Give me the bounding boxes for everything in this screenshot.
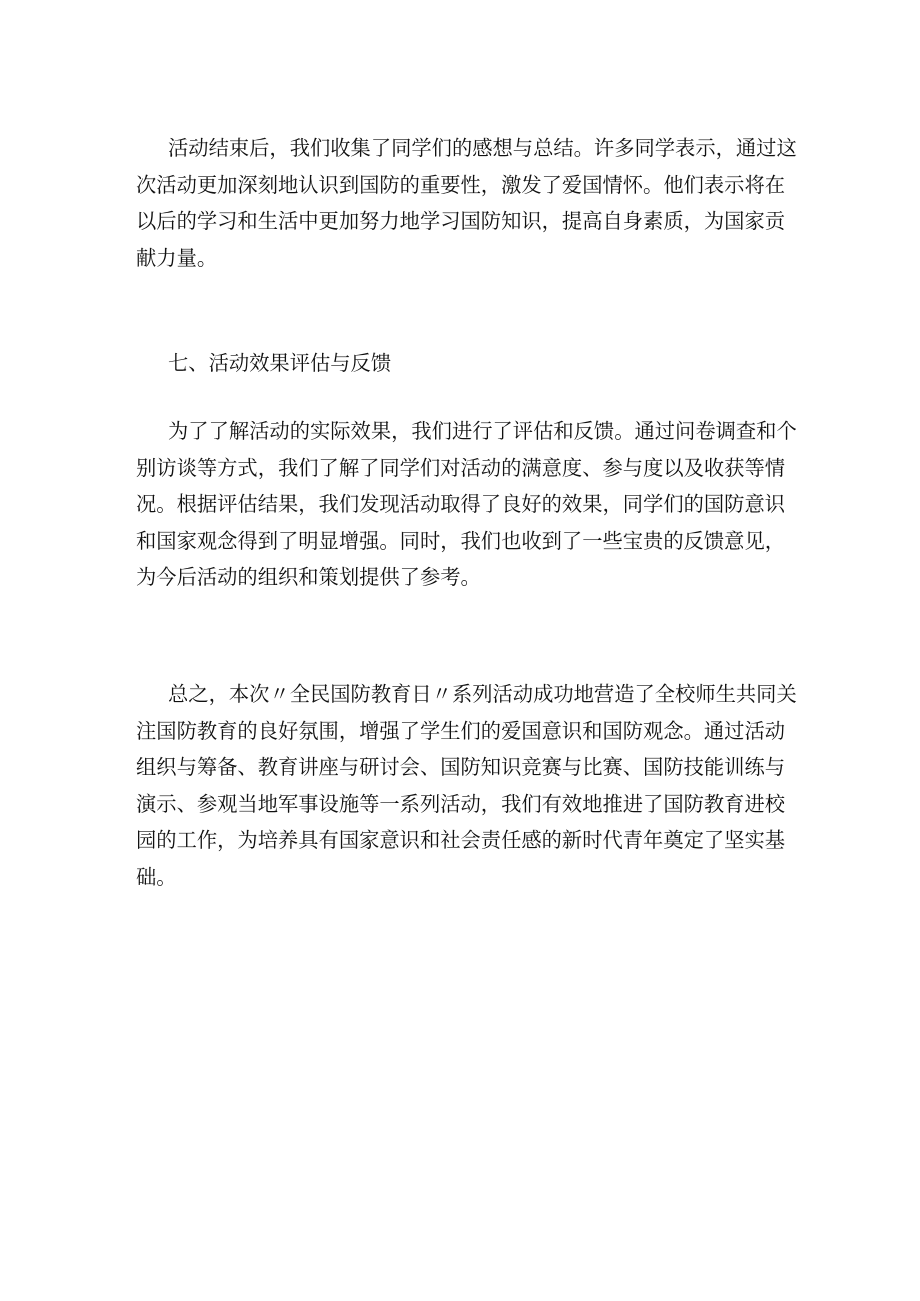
paragraph-evaluation-feedback <box>136 413 797 596</box>
paragraph-conclusion <box>136 676 797 895</box>
paragraph-line: 演示、参观当地军事设施等一系列活动，我们有效地推进了国防教育进校 <box>136 791 786 816</box>
paragraph-line: 活动结束后，我们收集了同学们的感想与总结。许多同学表示，通过这 <box>168 136 797 160</box>
paragraph-line: 组织与筹备、教育讲座与研讨会、国防知识竞赛与比赛、国防技能训练与 <box>136 755 786 779</box>
paragraph-line: 园的工作，为培养具有国家意识和社会责任感的新时代青年奠定了坚实基 <box>136 828 786 852</box>
paragraph-line: 别访谈等方式，我们了解了同学们对活动的满意度、参与度以及收获等情 <box>136 455 786 480</box>
paragraph-line: 献力量。 <box>136 245 218 270</box>
paragraph-line: 总之，本次〃全民国防教育日〃系列活动成功地营造了全校师生共同关 <box>168 682 797 706</box>
section-heading-text: 七、活动效果评估与反馈 <box>168 351 392 375</box>
section-heading-evaluation <box>136 345 786 382</box>
paragraph-line: 为今后活动的组织和策划提供了参考。 <box>136 565 481 589</box>
paragraph-line: 为了了解活动的实际效果，我们进行了评估和反馈。通过问卷调查和个 <box>168 419 797 443</box>
paragraph-line: 和国家观念得到了明显增强。同时，我们也收到了一些宝贵的反馈意见， <box>136 528 786 553</box>
paragraph-activity-summary <box>136 130 797 276</box>
paragraph-line: 础。 <box>136 864 177 889</box>
paragraph-line: 况。根据评估结果，我们发现活动取得了良好的效果，同学们的国防意识 <box>136 492 786 516</box>
paragraph-line: 次活动更加深刻地认识到国防的重要性，激发了爱国情怀。他们表示将在 <box>136 172 786 197</box>
paragraph-line: 以后的学习和生活中更加努力地学习国防知识，提高自身素质，为国家贡 <box>136 209 786 233</box>
paragraph-line: 注国防教育的良好氛围，增强了学生们的爱国意识和国防观念。通过活动 <box>136 718 786 743</box>
